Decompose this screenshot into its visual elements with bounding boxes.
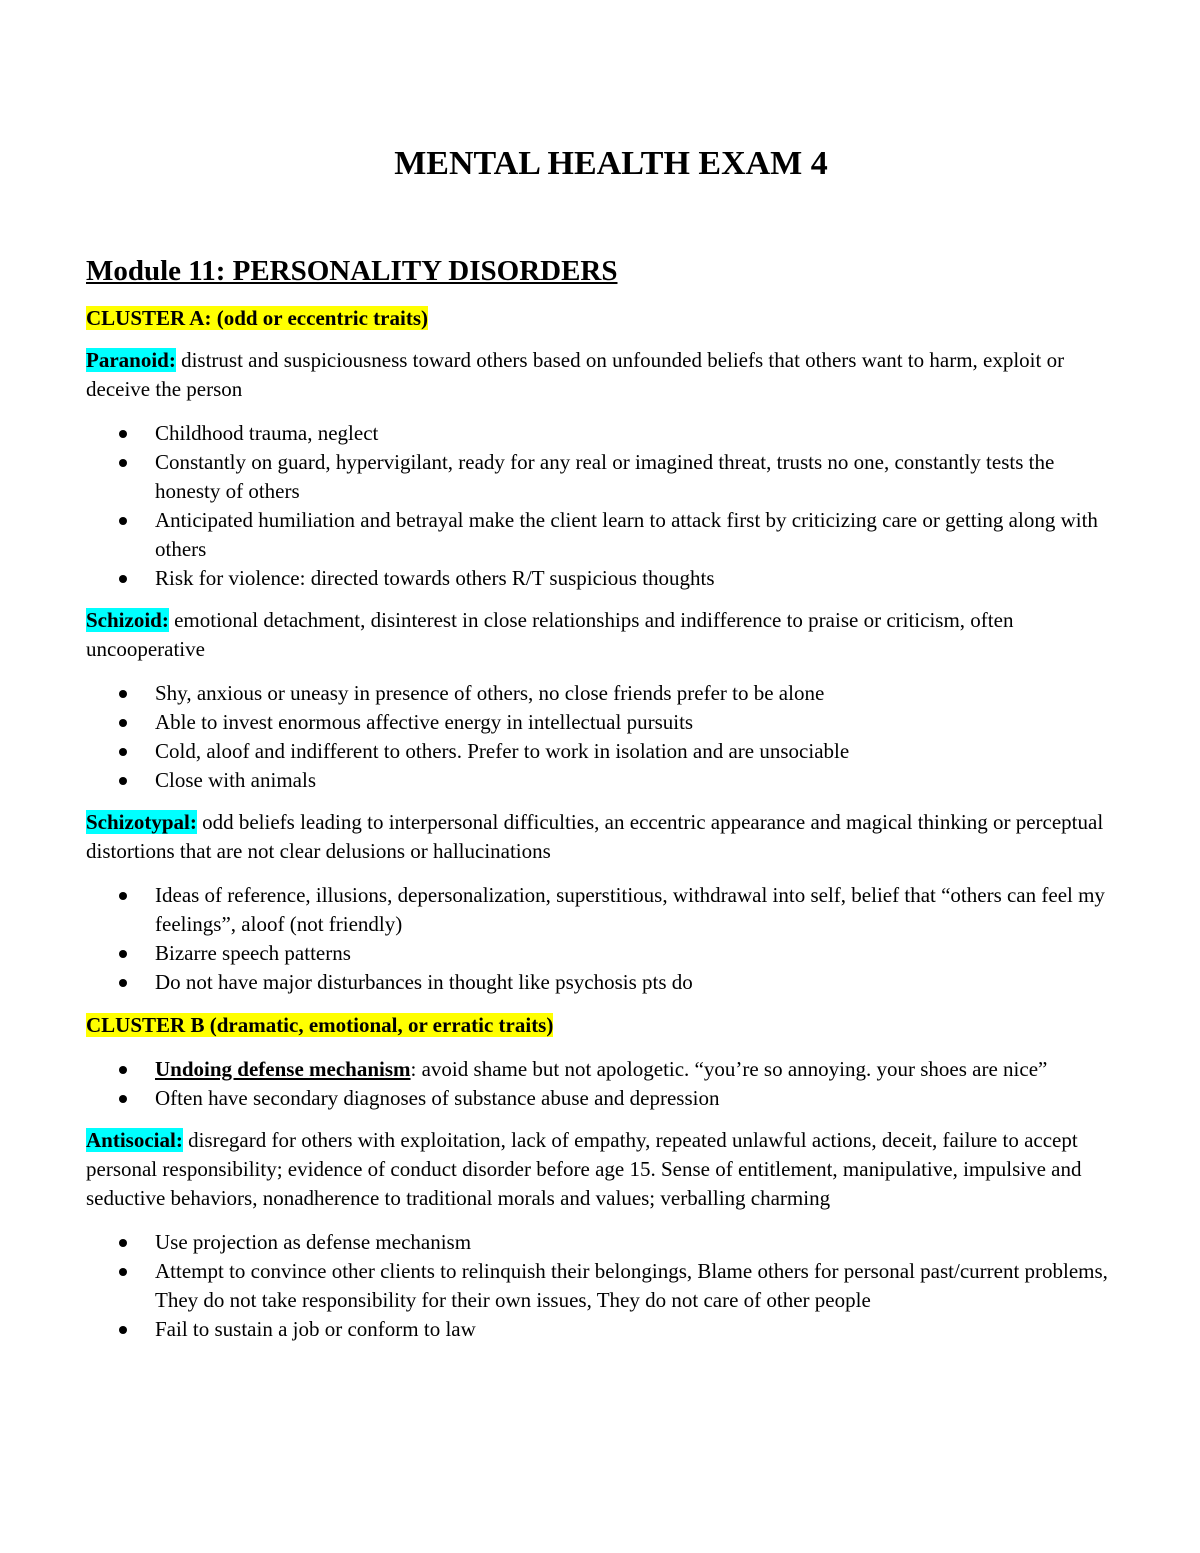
- paranoid-definition-text: distrust and suspiciousness toward others based on unfounded beliefs that others want to harm, exploit or deceive the person: [86, 348, 1065, 401]
- list-item-text: Shy, anxious or uneasy in presence of others, no close friends prefer to be alone: [155, 681, 825, 705]
- list-item-text: Attempt to convince other clients to relinquish their belongings, Blame others for personal past/current problems, They do not take responsibility for their own issues, They do not care of other people: [155, 1259, 1108, 1312]
- schizotypal-definition-text: odd beliefs leading to interpersonal difficulties, an eccentric appearance and magical thinking or perceptual distortions that are not clear delusions or hallucinations: [86, 810, 1104, 863]
- schizoid-definition: [86, 606, 1116, 664]
- bullet-icon: [119, 950, 127, 958]
- bullet-icon: [119, 1268, 127, 1276]
- cluster-a-heading-text: CLUSTER A: (odd or eccentric traits): [86, 306, 428, 330]
- undoing-defense-term: Undoing defense mechanism: [155, 1057, 411, 1081]
- list-item-text: Fail to sustain a job or conform to law: [155, 1317, 476, 1341]
- list-item: [86, 564, 1116, 593]
- antisocial-definition-text: disregard for others with exploitation, lack of empathy, repeated unlawful actions, deceit, failure to accept personal responsibility; evidence of conduct disorder before age 15. Sense of entitlement, manipulative, impulsive and seductive behaviors, nonadherence to traditional morals and values; verballing charming: [86, 1128, 1082, 1210]
- bullet-icon: [119, 1095, 127, 1103]
- bullet-icon: [119, 892, 127, 900]
- list-item: [86, 766, 1116, 795]
- list-item: [86, 448, 1116, 506]
- list-item: [86, 939, 1116, 968]
- list-item: [86, 968, 1116, 997]
- bullet-icon: [119, 430, 127, 438]
- cluster-b-intro-bullet-list: [86, 1055, 1116, 1113]
- list-item-text: Anticipated humiliation and betrayal make the client learn to attack first by criticizing care or getting along with others: [155, 508, 1098, 561]
- bullet-icon: [119, 979, 127, 987]
- list-item: [86, 1257, 1116, 1315]
- list-item-text: Childhood trauma, neglect: [155, 421, 379, 445]
- paranoid-term: Paranoid:: [86, 348, 176, 372]
- schizoid-bullet-list: [86, 679, 1116, 795]
- list-item-text: Use projection as defense mechanism: [155, 1230, 472, 1254]
- list-item-text: Constantly on guard, hypervigilant, ready for any real or imagined threat, trusts no one, constantly tests the honesty of others: [155, 450, 1055, 503]
- bullet-icon: [119, 719, 127, 727]
- bullet-icon: [119, 690, 127, 698]
- list-item: [86, 1084, 1116, 1113]
- antisocial-definition: [86, 1126, 1116, 1213]
- antisocial-term: Antisocial:: [86, 1128, 183, 1152]
- bullet-icon: [119, 1326, 127, 1334]
- list-item: [86, 1055, 1116, 1084]
- bullet-icon: [119, 748, 127, 756]
- document-content: [86, 140, 1116, 1344]
- schizotypal-term: Schizotypal:: [86, 810, 197, 834]
- list-item-text: Able to invest enormous affective energy in intellectual pursuits: [155, 710, 694, 734]
- list-item: [86, 1228, 1116, 1257]
- schizoid-term: Schizoid:: [86, 608, 169, 632]
- bullet-icon: [119, 575, 127, 583]
- bullet-icon: [119, 1239, 127, 1247]
- list-item-text: : avoid shame but not apologetic. “you’re so annoying. your shoes are nice”: [410, 1057, 1048, 1081]
- bullet-icon: [119, 459, 127, 467]
- list-item: [86, 1315, 1116, 1344]
- list-item-text: Bizarre speech patterns: [155, 941, 351, 965]
- antisocial-bullet-list: [86, 1228, 1116, 1344]
- cluster-a-heading: [86, 304, 1116, 333]
- list-item: [86, 708, 1116, 737]
- cluster-b-heading-text: CLUSTER B (dramatic, emotional, or erratic traits): [86, 1013, 554, 1037]
- list-item: [86, 419, 1116, 448]
- bullet-icon: [119, 517, 127, 525]
- schizoid-definition-text: emotional detachment, disinterest in close relationships and indifference to praise or criticism, often uncooperative: [86, 608, 1014, 661]
- schizotypal-bullet-list: [86, 881, 1116, 997]
- paranoid-definition: [86, 346, 1116, 404]
- list-item: [86, 679, 1116, 708]
- list-item: [86, 881, 1116, 939]
- list-item-text: Risk for violence: directed towards others R/T suspicious thoughts: [155, 566, 715, 590]
- document-title: MENTAL HEALTH EXAM 4: [394, 145, 828, 182]
- list-item-text: Cold, aloof and indifferent to others. Prefer to work in isolation and are unsociable: [155, 739, 850, 763]
- list-item-text: Ideas of reference, illusions, depersonalization, superstitious, withdrawal into self, belief that “others can feel my feelings”, aloof (not friendly): [155, 883, 1105, 936]
- list-item-text: Do not have major disturbances in thought like psychosis pts do: [155, 970, 693, 994]
- list-item-text: Close with animals: [155, 768, 316, 792]
- list-item: [86, 506, 1116, 564]
- list-item-text: Often have secondary diagnoses of substance abuse and depression: [155, 1086, 720, 1110]
- list-item: [86, 737, 1116, 766]
- module-heading: Module 11: PERSONALITY DISORDERS: [86, 255, 618, 287]
- schizotypal-definition: [86, 808, 1116, 866]
- paranoid-bullet-list: [86, 419, 1116, 593]
- bullet-icon: [119, 1066, 127, 1074]
- bullet-icon: [119, 777, 127, 785]
- cluster-b-heading: [86, 1011, 1116, 1040]
